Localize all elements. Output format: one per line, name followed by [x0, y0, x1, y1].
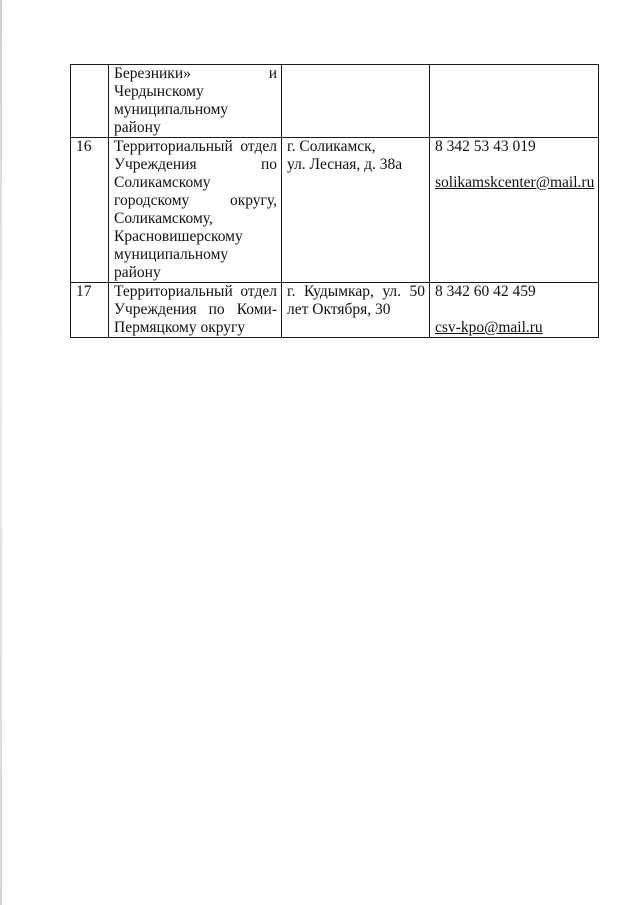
- office-name-line: Территориальный отдел: [114, 138, 277, 155]
- row-number: 17: [76, 283, 92, 300]
- address-cell: [282, 138, 430, 283]
- office-name-line: Соликамскому,: [114, 210, 213, 227]
- office-name-line: Учреждения по: [114, 156, 277, 173]
- address-cell: [282, 65, 430, 138]
- address-line: г. Кудымкар, ул. 50: [287, 283, 425, 300]
- scan-edge: [0, 0, 2, 905]
- address-cell: [282, 283, 430, 338]
- office-name-cell: [109, 283, 282, 338]
- row-number-cell: [71, 65, 109, 138]
- office-name-line: Территориальный отдел: [114, 283, 277, 300]
- email-link[interactable]: solikamskcenter@mail.ru: [435, 174, 595, 191]
- office-name-line: муниципальному району: [114, 246, 229, 281]
- contact-cell: [430, 65, 599, 138]
- office-name-line: муниципальному району: [114, 101, 229, 136]
- address-line: лет Октября, 30: [287, 301, 391, 318]
- office-name-line: Учреждения по Коми-: [114, 301, 277, 318]
- office-name-cell: [109, 138, 282, 283]
- phone-number: 8 342 60 42 459: [435, 283, 536, 300]
- table-row: [71, 138, 599, 283]
- table-row: [71, 283, 599, 338]
- office-name-cell: [109, 65, 282, 138]
- office-name-line: Чердынскому: [114, 83, 204, 100]
- office-name-line: Соликамскому: [114, 174, 211, 191]
- office-name-line: городскому округу,: [114, 192, 277, 209]
- row-number: 16: [76, 138, 92, 155]
- contact-cell: [430, 283, 599, 338]
- office-name-line: Березники» и: [114, 65, 277, 82]
- offices-table: [70, 64, 599, 338]
- row-number-cell: [71, 283, 109, 338]
- table-row: [71, 65, 599, 138]
- phone-number: 8 342 53 43 019: [435, 138, 536, 155]
- contact-cell: [430, 138, 599, 283]
- row-number-cell: [71, 138, 109, 283]
- email-link[interactable]: csv-kpo@mail.ru: [435, 319, 543, 336]
- office-name-line: Пермяцкому округу: [114, 319, 246, 336]
- address-line: г. Соликамск,: [287, 138, 376, 155]
- address-line: ул. Лесная, д. 38а: [287, 156, 403, 173]
- office-name-line: Красновишерскому: [114, 228, 243, 245]
